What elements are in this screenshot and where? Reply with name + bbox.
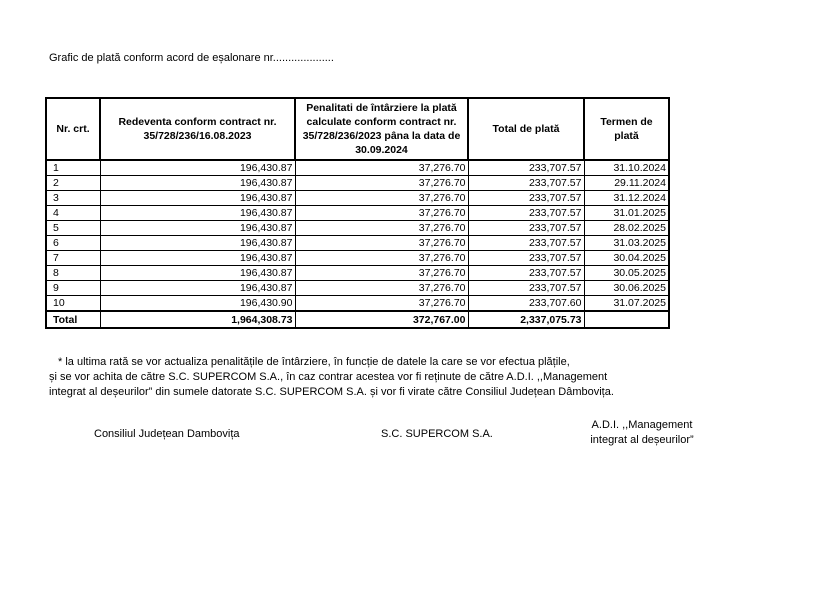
cell-termen: 31.01.2025 <box>584 206 669 221</box>
table-row <box>46 296 669 312</box>
cell-total: 233,707.57 <box>468 281 584 296</box>
cell-nr: 9 <box>46 281 100 296</box>
cell-nr: 10 <box>46 296 100 312</box>
total-penalitati: 372,767.00 <box>295 311 468 328</box>
table-row <box>46 236 669 251</box>
cell-redeventa: 196,430.90 <box>100 296 295 312</box>
cell-termen: 30.05.2025 <box>584 266 669 281</box>
cell-nr: 7 <box>46 251 100 266</box>
cell-redeventa: 196,430.87 <box>100 236 295 251</box>
header-termen-plata: Termen de plată <box>584 98 669 160</box>
table-row <box>46 251 669 266</box>
cell-total: 233,707.57 <box>468 160 584 176</box>
table-row <box>46 206 669 221</box>
signature-adi <box>580 418 704 448</box>
signature-adi-line-2: integrat al deșeurilor” <box>590 434 694 446</box>
cell-redeventa: 196,430.87 <box>100 221 295 236</box>
cell-redeventa: 196,430.87 <box>100 281 295 296</box>
table-row <box>46 266 669 281</box>
cell-total: 233,707.57 <box>468 236 584 251</box>
cell-termen: 29.11.2024 <box>584 176 669 191</box>
header-redeventa: Redeventa conform contract nr. 35/728/236/16.08.2023 <box>100 98 295 160</box>
cell-redeventa: 196,430.87 <box>100 266 295 281</box>
cell-termen: 28.02.2025 <box>584 221 669 236</box>
total-label: Total <box>46 311 100 328</box>
cell-termen: 31.12.2024 <box>584 191 669 206</box>
table-row <box>46 281 669 296</box>
cell-nr: 8 <box>46 266 100 281</box>
table-row <box>46 160 669 176</box>
cell-redeventa: 196,430.87 <box>100 251 295 266</box>
cell-termen: 31.10.2024 <box>584 160 669 176</box>
cell-penalitati: 37,276.70 <box>295 296 468 312</box>
total-empty-cell <box>584 311 669 328</box>
table-row <box>46 176 669 191</box>
cell-penalitati: 37,276.70 <box>295 251 468 266</box>
cell-total: 233,707.57 <box>468 251 584 266</box>
total-total: 2,337,075.73 <box>468 311 584 328</box>
cell-penalitati: 37,276.70 <box>295 191 468 206</box>
cell-redeventa: 196,430.87 <box>100 160 295 176</box>
cell-penalitati: 37,276.70 <box>295 266 468 281</box>
signature-consiliu: Consiliul Județean Dambovița <box>94 428 240 440</box>
cell-nr: 1 <box>46 160 100 176</box>
cell-nr: 2 <box>46 176 100 191</box>
footnote-line-2: și se vor achita de către S.C. SUPERCOM S.A., în caz contrar acestea vor fi reținute de către A.D.I. ,,Management <box>49 371 608 383</box>
table-row <box>46 221 669 236</box>
table-header-row <box>46 98 669 160</box>
cell-nr: 5 <box>46 221 100 236</box>
cell-total: 233,707.60 <box>468 296 584 312</box>
cell-total: 233,707.57 <box>468 221 584 236</box>
header-nr-crt: Nr. crt. <box>46 98 100 160</box>
header-total-plata: Total de plată <box>468 98 584 160</box>
document-title: Grafic de plată conform acord de eșalonare nr.................... <box>49 52 334 64</box>
cell-termen: 31.03.2025 <box>584 236 669 251</box>
cell-penalitati: 37,276.70 <box>295 221 468 236</box>
cell-total: 233,707.57 <box>468 176 584 191</box>
cell-penalitati: 37,276.70 <box>295 206 468 221</box>
total-redeventa: 1,964,308.73 <box>100 311 295 328</box>
cell-termen: 31.07.2025 <box>584 296 669 312</box>
cell-penalitati: 37,276.70 <box>295 160 468 176</box>
footnote-line-3: integrat al deșeurilor” din sumele datorate S.C. SUPERCOM S.A. și vor fi virate către Consiliul Județean Dâmbovița. <box>49 386 614 398</box>
header-penalitati: Penalitati de întârziere la plată calculate conform contract nr. 35/728/236/2023 pâna la data de 30.09.2024 <box>295 98 468 160</box>
footnote-line-1: * la ultima rată se vor actualiza penalitățile de întârziere, în funcție de datele la care se vor efectua plățile, <box>58 356 570 368</box>
payment-schedule-table <box>45 97 670 329</box>
cell-total: 233,707.57 <box>468 206 584 221</box>
cell-total: 233,707.57 <box>468 191 584 206</box>
cell-redeventa: 196,430.87 <box>100 176 295 191</box>
cell-penalitati: 37,276.70 <box>295 236 468 251</box>
table-total-row <box>46 311 669 328</box>
cell-nr: 3 <box>46 191 100 206</box>
cell-redeventa: 196,430.87 <box>100 191 295 206</box>
cell-termen: 30.06.2025 <box>584 281 669 296</box>
signature-adi-line-1: A.D.I. ,,Management <box>591 419 693 431</box>
signature-supercom: S.C. SUPERCOM S.A. <box>381 428 493 440</box>
cell-penalitati: 37,276.70 <box>295 176 468 191</box>
cell-termen: 30.04.2025 <box>584 251 669 266</box>
cell-total: 233,707.57 <box>468 266 584 281</box>
cell-nr: 6 <box>46 236 100 251</box>
cell-nr: 4 <box>46 206 100 221</box>
cell-redeventa: 196,430.87 <box>100 206 295 221</box>
cell-penalitati: 37,276.70 <box>295 281 468 296</box>
table-row <box>46 191 669 206</box>
footnote <box>49 355 614 400</box>
